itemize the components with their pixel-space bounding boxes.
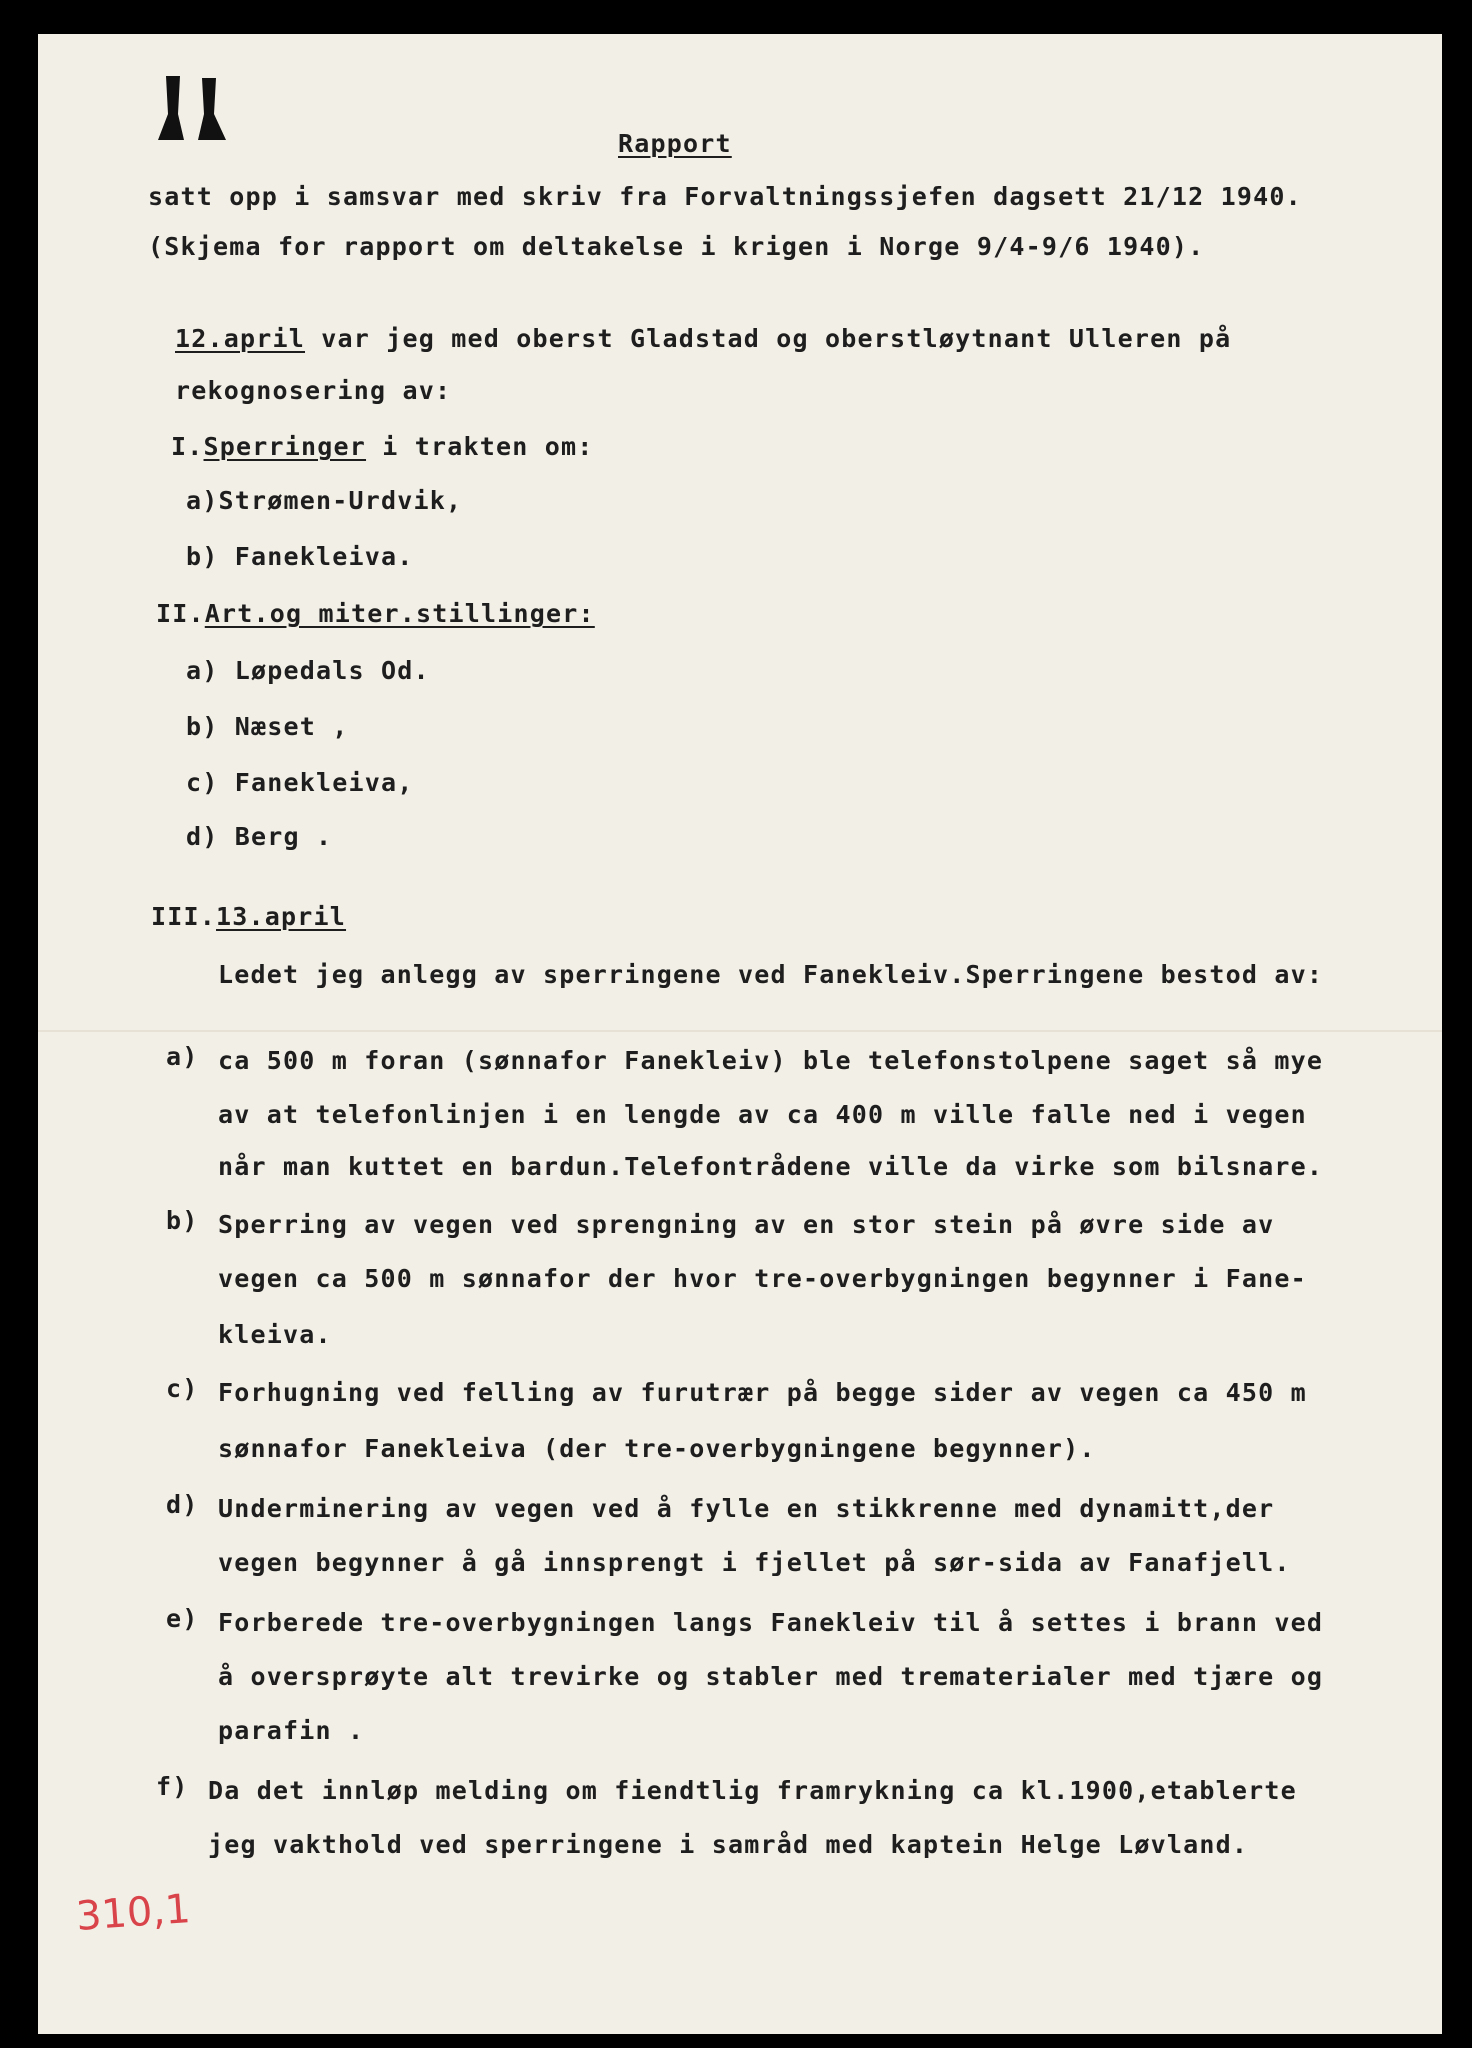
section3-heading-line [151,902,346,931]
item-a-line-1: ca 500 m foran (sønnafor Fanekleiv) ble telefonstolpene saget så mye [218,1046,1324,1075]
item-c-line-2: sønnafor Fanekleiva (der tre-overbygningene begynner). [218,1434,1096,1463]
section2-heading-line [156,599,595,628]
item-a-line-2: av at telefonlinjen i en lengde av ca 400 m ville falle ned i vegen [218,1100,1307,1129]
section1-heading-line [171,432,594,461]
section3-number: III. [151,902,217,931]
item-f-label: f) [156,1772,189,1801]
fold-line [38,1030,1442,1032]
section2-number: II. [156,599,205,628]
item-c-label: c) [166,1374,199,1403]
item-c-line-1: Forhugning ved felling av furutrær på begge sider av vegen ca 450 m [218,1378,1307,1407]
ink-blot-mark [156,74,236,144]
section1-heading-rest: i trakten om: [366,432,594,461]
intro-line-1: satt opp i samsvar med skriv fra Forvaltningssjefen dagsett 21/12 1940. [148,182,1302,211]
item-b-line-1: Sperring av vegen ved sprengning av en stor stein på øvre side av [218,1210,1275,1239]
document-title: Rapport [618,129,732,158]
section3-heading: 13.april [216,902,347,931]
item-b-line-2: vegen ca 500 m sønnafor der hvor tre-overbygningen begynner i Fane- [218,1264,1307,1293]
section2-item-a: a) Løpedals Od. [186,656,430,685]
para1-line-1 [175,324,1231,353]
section1-heading: Sperringer [203,432,367,461]
section2-heading: Art.og miter.stillinger: [204,599,595,628]
item-a-line-3: når man kuttet en bardun.Telefontrådene ville da virke som bilsnare. [218,1152,1324,1181]
para1-line-2: rekognosering av: [175,376,452,405]
item-d-line-2: vegen begynner å gå innsprengt i fjellet på sør-sida av Fanafjell. [218,1548,1291,1577]
item-e-label: e) [166,1604,199,1633]
item-e-line-1: Forberede tre-overbygningen langs Fanekleiv til å settes i brann ved [218,1608,1324,1637]
item-d-line-1: Underminering av vegen ved å fylle en stikkrenne med dynamitt,der [218,1494,1275,1523]
item-f-line-1: Da det innløp melding om fiendtlig framrykning ca kl.1900,etablerte [208,1776,1297,1805]
item-e-line-3: parafin . [218,1716,365,1745]
para1-date: 12.april [175,324,306,353]
section2-item-d: d) Berg . [186,822,333,851]
section2-item-c: c) Fanekleiva, [186,768,414,797]
item-f-line-2: jeg vakthold ved sperringene i samråd med kaptein Helge Løvland. [208,1830,1249,1859]
item-a-label: a) [166,1042,199,1071]
item-d-label: d) [166,1490,199,1519]
section1-number: I. [171,432,204,461]
item-b-line-3: kleiva. [218,1320,332,1349]
item-e-line-2: å oversprøyte alt trevirke og stabler med trematerialer med tjære og [218,1662,1324,1691]
section2-item-b: b) Næset , [186,712,349,741]
para1-text: var jeg med oberst Gladstad og oberstløytnant Ulleren på [305,324,1232,353]
section1-item-b: b) Fanekleiva. [186,542,414,571]
section3-lead: Ledet jeg anlegg av sperringene ved Fanekleiv.Sperringene bestod av: [218,960,1324,989]
item-b-label: b) [166,1206,199,1235]
document-page [38,34,1442,2034]
section1-item-a: a)Strømen-Urdvik, [186,486,463,515]
intro-line-2: (Skjema for rapport om deltakelse i krigen i Norge 9/4-9/6 1940). [148,232,1205,261]
foliation-number: 310,1 [74,1886,192,1940]
